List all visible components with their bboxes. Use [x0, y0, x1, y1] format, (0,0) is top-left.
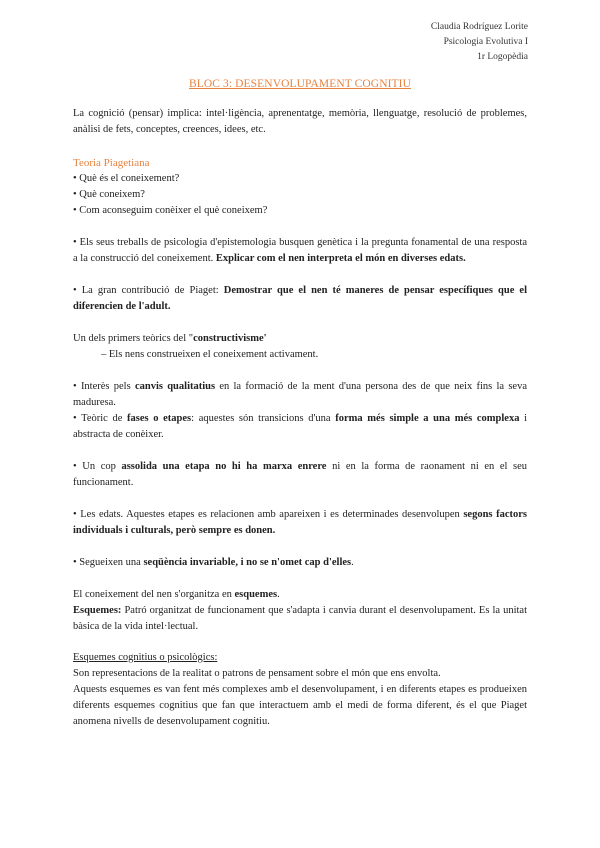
document-title: BLOC 3: DESENVOLUPAMENT COGNITIU — [188, 78, 412, 90]
paragraph-schemes: El coneixement del nen s'organitza en esquemes. — [73, 589, 280, 600]
paragraph-stages: • Teòric de fases o etapes: aquestes són transicions d'una forma més simple a una més complexa i abstracta de conèixer. — [73, 413, 528, 440]
subject-name: Psicologia Evolutiva I — [443, 37, 528, 47]
paragraph-contribution: • La gran contribució de Piaget: Demostrar que el nen té maneres de pensar específiques que el diferencien de l'adult. — [73, 285, 527, 312]
paragraph-sequence: • Segueixen una seqüència invariable, i no se n'omet cap d'elles. — [73, 557, 354, 568]
paragraph-scheme-definition: Esquemes: Patró organitzat de funcionament que s'adapta i canvia durant el desenvolupament. Es la unitat bàsica de la vida intel·lectual. — [73, 605, 527, 632]
paragraph-no-return: • Un cop assolida una etapa no hi ha marxa enrere ni en la forma de raonament ni en el seu funcionament. — [73, 461, 527, 488]
author-name: Claudia Rodríguez Lorite — [430, 22, 528, 32]
constructivism-dash-item: – Els nens construeixen el coneixement activament. — [101, 349, 319, 360]
intro-paragraph: La cognició (pensar) implica: intel·ligència, aprenentatge, memòria, llenguatge, resolució de problemes, anàlisi de fets, conceptes, creences, idees, etc. — [73, 108, 527, 135]
paragraph-qualitative-changes: • Interès pels canvis qualitatius en la formació de la ment d'una persona des de que neix fins la seva maduresa. — [73, 381, 527, 408]
paragraph-cognitive-2: Aquests esquemes es van fent més complexes amb el desenvolupament, i en diferents etapes es produeixen diferents esquemes cognitius que fan que interactuem amb el medi de forma diferent, és el que Piaget anomena nivells de desenvolupament cognitiu. — [73, 684, 527, 727]
paragraph-ages: • Les edats. Aquestes etapes es relacionen amb apareixen i es determinades desenvolupen segons factors individuals i culturals, però sempre es donen. — [73, 509, 527, 536]
document-body — [73, 106, 527, 730]
paragraph-epistemology: • Els seus treballs de psicologia d'epistemologia busquen genètica i la pregunta fonamental de una resposta a la construcció del coneixement. Explicar com el nen interpreta el món en diverses edats. — [73, 237, 527, 264]
question-1: • Què és el coneixement? — [73, 173, 180, 184]
paragraph-cognitive-1: Son representacions de la realitat o patrons de pensament sobre el món que ens envolta. — [73, 668, 441, 679]
course-name: 1r Logopèdia — [477, 52, 528, 62]
question-2: • Què coneixem? — [73, 189, 145, 200]
document-header — [431, 20, 528, 65]
section-heading-piaget: Teoria Piagetiana — [73, 157, 150, 169]
heading-cognitive-schemes: Esquemes cognitius o psicològics: — [73, 652, 218, 663]
paragraph-constructivism: Un dels primers teòrics del "constructivisme' — [73, 333, 267, 344]
question-3: • Com aconseguim conèixer el què coneixem? — [73, 205, 268, 216]
